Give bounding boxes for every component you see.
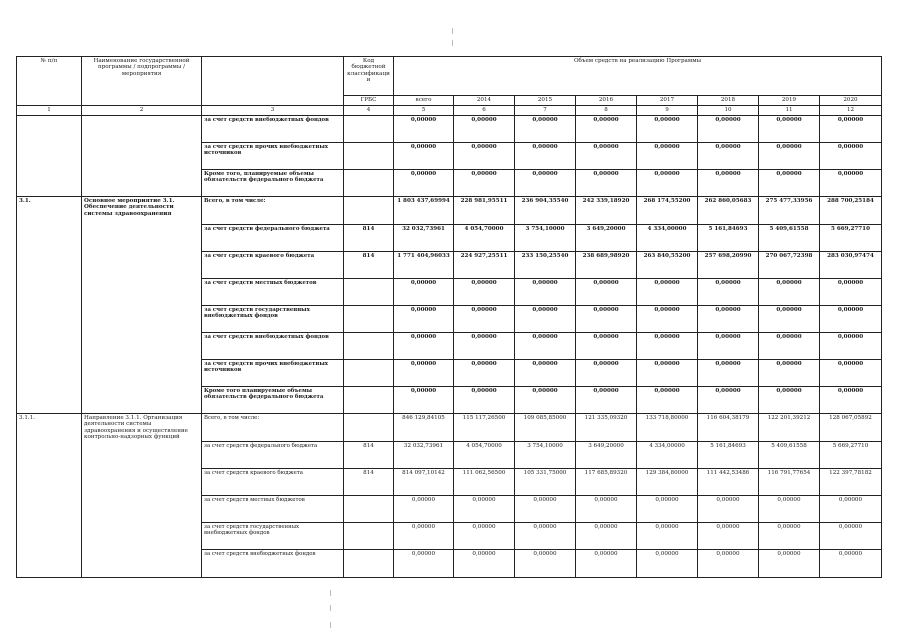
program-name: Основное мероприятие 3.1. Обеспечение деятельности системы здравоохранения xyxy=(82,197,202,414)
grbs-code xyxy=(344,360,394,387)
value-year: 0,00000 xyxy=(759,116,820,143)
value-year: 0,00000 xyxy=(698,360,759,387)
col-number: 7 xyxy=(515,106,576,116)
value-year: 0,00000 xyxy=(759,523,820,550)
value-year: 0,00000 xyxy=(820,116,882,143)
col-number: 2 xyxy=(82,106,202,116)
col-number: 11 xyxy=(759,106,820,116)
value-total: 0,00000 xyxy=(394,550,454,578)
scan-mark-bottom xyxy=(330,590,331,596)
value-year: 0,00000 xyxy=(576,333,637,360)
grbs-code xyxy=(344,170,394,197)
value-total: 0,00000 xyxy=(394,170,454,197)
col-number: 12 xyxy=(820,106,882,116)
table-row xyxy=(17,414,882,442)
header-num: № п/п xyxy=(17,57,82,106)
header-numbers-row xyxy=(17,106,882,116)
funding-source: за счет средств государственных внебюджетных фондов xyxy=(202,523,344,550)
value-year: 5 161,84693 xyxy=(698,225,759,252)
funding-source: за счет средств федерального бюджета xyxy=(202,442,344,469)
grbs-code xyxy=(344,387,394,414)
value-year: 0,00000 xyxy=(515,550,576,578)
value-total: 0,00000 xyxy=(394,523,454,550)
funding-source: Всего, в том числе: xyxy=(202,414,344,442)
value-year: 0,00000 xyxy=(454,143,515,170)
value-year: 242 339,18920 xyxy=(576,197,637,225)
row-number: 3.1. xyxy=(17,197,82,414)
value-year: 0,00000 xyxy=(515,279,576,306)
value-total: 0,00000 xyxy=(394,279,454,306)
value-year: 0,00000 xyxy=(515,333,576,360)
row-number: 3.1.1. xyxy=(17,414,82,578)
value-year: 121 335,09320 xyxy=(576,414,637,442)
funding-source: за счет средств местных бюджетов xyxy=(202,279,344,306)
value-year: 0,00000 xyxy=(515,360,576,387)
value-year: 0,00000 xyxy=(698,387,759,414)
value-year: 122 201,39212 xyxy=(759,414,820,442)
value-year: 0,00000 xyxy=(454,306,515,333)
header-blank xyxy=(202,57,344,106)
value-year: 4 054,70000 xyxy=(454,442,515,469)
grbs-code xyxy=(344,306,394,333)
value-year: 0,00000 xyxy=(515,523,576,550)
grbs-code xyxy=(344,523,394,550)
value-year: 116 604,38179 xyxy=(698,414,759,442)
value-total: 32 032,73961 xyxy=(394,225,454,252)
value-year: 0,00000 xyxy=(637,143,698,170)
funding-source: за счет средств прочих внебюджетных источников xyxy=(202,360,344,387)
value-year: 0,00000 xyxy=(576,143,637,170)
value-year: 257 698,20990 xyxy=(698,252,759,279)
value-year: 0,00000 xyxy=(820,170,882,197)
value-year: 0,00000 xyxy=(515,170,576,197)
value-year: 0,00000 xyxy=(454,496,515,523)
value-year: 5 669,27710 xyxy=(820,442,882,469)
value-year: 0,00000 xyxy=(454,279,515,306)
value-year: 0,00000 xyxy=(637,496,698,523)
value-year: 0,00000 xyxy=(637,333,698,360)
value-year: 0,00000 xyxy=(454,387,515,414)
funding-source: за счет средств государственных внебюджетных фондов xyxy=(202,306,344,333)
value-year: 262 860,05683 xyxy=(698,197,759,225)
header-code: Код бюджетной классификации xyxy=(344,57,394,96)
value-year: 0,00000 xyxy=(820,523,882,550)
header-sub-grbs: ГРБС xyxy=(344,96,394,106)
funding-source: за счет средств краевого бюджета xyxy=(202,469,344,496)
funding-source: за счет средств внебюджетных фондов xyxy=(202,116,344,143)
value-total: 0,00000 xyxy=(394,333,454,360)
value-year: 0,00000 xyxy=(454,170,515,197)
funding-source: Всего, в том числе: xyxy=(202,197,344,225)
grbs-code: 814 xyxy=(344,225,394,252)
value-year: 238 689,98920 xyxy=(576,252,637,279)
grbs-code xyxy=(344,333,394,360)
scan-mark-bottom-2 xyxy=(330,605,331,611)
value-year: 129 384,80000 xyxy=(637,469,698,496)
value-year: 3 754,10000 xyxy=(515,442,576,469)
value-year: 0,00000 xyxy=(759,360,820,387)
value-year: 224 927,25511 xyxy=(454,252,515,279)
value-year: 0,00000 xyxy=(637,116,698,143)
header-sub-2018: 2018 xyxy=(698,96,759,106)
col-number: 4 xyxy=(344,106,394,116)
table-row xyxy=(17,197,882,225)
value-total: 0,00000 xyxy=(394,306,454,333)
value-year: 3 649,20000 xyxy=(576,442,637,469)
grbs-code: 814 xyxy=(344,469,394,496)
funding-source: за счет средств прочих внебюджетных источников xyxy=(202,143,344,170)
value-year: 0,00000 xyxy=(454,116,515,143)
value-total: 846 129,84105 xyxy=(394,414,454,442)
grbs-code xyxy=(344,197,394,225)
value-year: 0,00000 xyxy=(576,306,637,333)
col-number: 5 xyxy=(394,106,454,116)
value-year: 0,00000 xyxy=(515,306,576,333)
value-year: 0,00000 xyxy=(698,143,759,170)
value-year: 0,00000 xyxy=(576,387,637,414)
header-row xyxy=(17,57,882,96)
value-year: 0,00000 xyxy=(576,170,637,197)
table-row xyxy=(17,116,882,143)
header-sub-2015: 2015 xyxy=(515,96,576,106)
funding-source: за счет средств федерального бюджета xyxy=(202,225,344,252)
value-year: 0,00000 xyxy=(515,116,576,143)
grbs-code: 814 xyxy=(344,252,394,279)
value-year: 0,00000 xyxy=(576,496,637,523)
budget-table xyxy=(16,56,882,578)
value-year: 3 754,10000 xyxy=(515,225,576,252)
value-year: 0,00000 xyxy=(820,333,882,360)
value-year: 0,00000 xyxy=(820,387,882,414)
value-year: 228 981,95511 xyxy=(454,197,515,225)
value-year: 0,00000 xyxy=(820,306,882,333)
value-year: 116 791,77654 xyxy=(759,469,820,496)
col-number: 10 xyxy=(698,106,759,116)
value-year: 236 904,35540 xyxy=(515,197,576,225)
value-year: 0,00000 xyxy=(637,306,698,333)
value-year: 0,00000 xyxy=(759,279,820,306)
value-year: 0,00000 xyxy=(698,170,759,197)
value-total: 0,00000 xyxy=(394,116,454,143)
value-year: 0,00000 xyxy=(820,143,882,170)
value-year: 0,00000 xyxy=(454,360,515,387)
row-number xyxy=(17,116,82,197)
value-year: 0,00000 xyxy=(820,279,882,306)
grbs-code xyxy=(344,414,394,442)
value-year: 109 085,85000 xyxy=(515,414,576,442)
grbs-code xyxy=(344,496,394,523)
value-year: 0,00000 xyxy=(759,143,820,170)
col-number: 9 xyxy=(637,106,698,116)
col-number: 1 xyxy=(17,106,82,116)
value-total: 0,00000 xyxy=(394,360,454,387)
value-year: 3 649,20000 xyxy=(576,225,637,252)
funding-source: за счет средств местных бюджетов xyxy=(202,496,344,523)
funding-source: за счет средств внебюджетных фондов xyxy=(202,550,344,578)
value-year: 117 685,89320 xyxy=(576,469,637,496)
header-volume: Объем средств на реализацию Программы xyxy=(394,57,882,96)
value-year: 5 161,84693 xyxy=(698,442,759,469)
value-year: 0,00000 xyxy=(698,333,759,360)
value-year: 0,00000 xyxy=(454,523,515,550)
header-sub-2019: 2019 xyxy=(759,96,820,106)
value-year: 0,00000 xyxy=(637,170,698,197)
value-year: 105 331,75000 xyxy=(515,469,576,496)
value-year: 5 669,27710 xyxy=(820,225,882,252)
value-year: 0,00000 xyxy=(759,333,820,360)
value-year: 283 030,97474 xyxy=(820,252,882,279)
value-year: 0,00000 xyxy=(454,333,515,360)
value-year: 0,00000 xyxy=(576,360,637,387)
grbs-code xyxy=(344,116,394,143)
value-year: 0,00000 xyxy=(576,550,637,578)
value-year: 111 062,56500 xyxy=(454,469,515,496)
value-year: 122 397,78182 xyxy=(820,469,882,496)
value-year: 0,00000 xyxy=(820,360,882,387)
value-year: 0,00000 xyxy=(820,496,882,523)
value-year: 0,00000 xyxy=(515,387,576,414)
value-year: 0,00000 xyxy=(759,496,820,523)
value-year: 115 117,26500 xyxy=(454,414,515,442)
funding-source: Кроме того, планируемые объемы обязательств федерального бюджета xyxy=(202,170,344,197)
grbs-code xyxy=(344,550,394,578)
value-year: 0,00000 xyxy=(576,523,637,550)
value-year: 270 067,72398 xyxy=(759,252,820,279)
header-sub-2014: 2014 xyxy=(454,96,515,106)
value-total: 0,00000 xyxy=(394,387,454,414)
header-name: Наименование государственной программы / подпрограммы / мероприятия xyxy=(82,57,202,106)
header-sub-total: всего xyxy=(394,96,454,106)
value-total: 0,00000 xyxy=(394,143,454,170)
funding-source: за счет средств внебюджетных фондов xyxy=(202,333,344,360)
value-year: 268 174,55200 xyxy=(637,197,698,225)
value-year: 0,00000 xyxy=(698,496,759,523)
header-sub-2020: 2020 xyxy=(820,96,882,106)
value-year: 0,00000 xyxy=(637,279,698,306)
value-year: 0,00000 xyxy=(576,116,637,143)
value-year: 4 334,00000 xyxy=(637,225,698,252)
funding-source: за счет средств краевого бюджета xyxy=(202,252,344,279)
grbs-code xyxy=(344,279,394,306)
value-year: 5 409,61558 xyxy=(759,442,820,469)
value-year: 263 840,55200 xyxy=(637,252,698,279)
value-year: 233 150,25540 xyxy=(515,252,576,279)
value-year: 133 718,80000 xyxy=(637,414,698,442)
value-year: 0,00000 xyxy=(759,306,820,333)
grbs-code xyxy=(344,143,394,170)
value-year: 0,00000 xyxy=(637,387,698,414)
scan-mark-bottom-3 xyxy=(330,622,331,628)
col-number: 8 xyxy=(576,106,637,116)
value-year: 0,00000 xyxy=(637,360,698,387)
value-year: 0,00000 xyxy=(515,496,576,523)
value-year: 0,00000 xyxy=(759,550,820,578)
value-year: 111 442,53486 xyxy=(698,469,759,496)
value-year: 0,00000 xyxy=(698,279,759,306)
value-year: 0,00000 xyxy=(698,116,759,143)
value-year: 0,00000 xyxy=(637,550,698,578)
program-name: Направление 3.1.1. Организация деятельности системы здравоохранения и осуществление контрольно-надзорных функций xyxy=(82,414,202,578)
scan-mark-top-2 xyxy=(452,40,453,46)
value-year: 0,00000 xyxy=(698,550,759,578)
value-year: 288 700,25184 xyxy=(820,197,882,225)
scan-mark-top xyxy=(452,28,453,34)
value-year: 128 067,05892 xyxy=(820,414,882,442)
program-name xyxy=(82,116,202,197)
value-year: 0,00000 xyxy=(515,143,576,170)
value-total: 1 771 404,96033 xyxy=(394,252,454,279)
grbs-code: 814 xyxy=(344,442,394,469)
value-year: 0,00000 xyxy=(820,550,882,578)
value-year: 0,00000 xyxy=(637,523,698,550)
value-total: 0,00000 xyxy=(394,496,454,523)
col-number: 6 xyxy=(454,106,515,116)
value-year: 5 409,61558 xyxy=(759,225,820,252)
value-year: 0,00000 xyxy=(698,306,759,333)
value-total: 814 097,10142 xyxy=(394,469,454,496)
value-year: 0,00000 xyxy=(698,523,759,550)
header-sub-2017: 2017 xyxy=(637,96,698,106)
value-year: 4 334,00000 xyxy=(637,442,698,469)
funding-source: Кроме того планируемые объемы обязательств федерального бюджета xyxy=(202,387,344,414)
col-number: 3 xyxy=(202,106,344,116)
value-year: 0,00000 xyxy=(759,170,820,197)
value-total: 32 032,73961 xyxy=(394,442,454,469)
value-year: 275 477,33956 xyxy=(759,197,820,225)
value-total: 1 803 437,69994 xyxy=(394,197,454,225)
value-year: 0,00000 xyxy=(759,387,820,414)
value-year: 4 054,70000 xyxy=(454,225,515,252)
value-year: 0,00000 xyxy=(454,550,515,578)
value-year: 0,00000 xyxy=(576,279,637,306)
header-sub-2016: 2016 xyxy=(576,96,637,106)
